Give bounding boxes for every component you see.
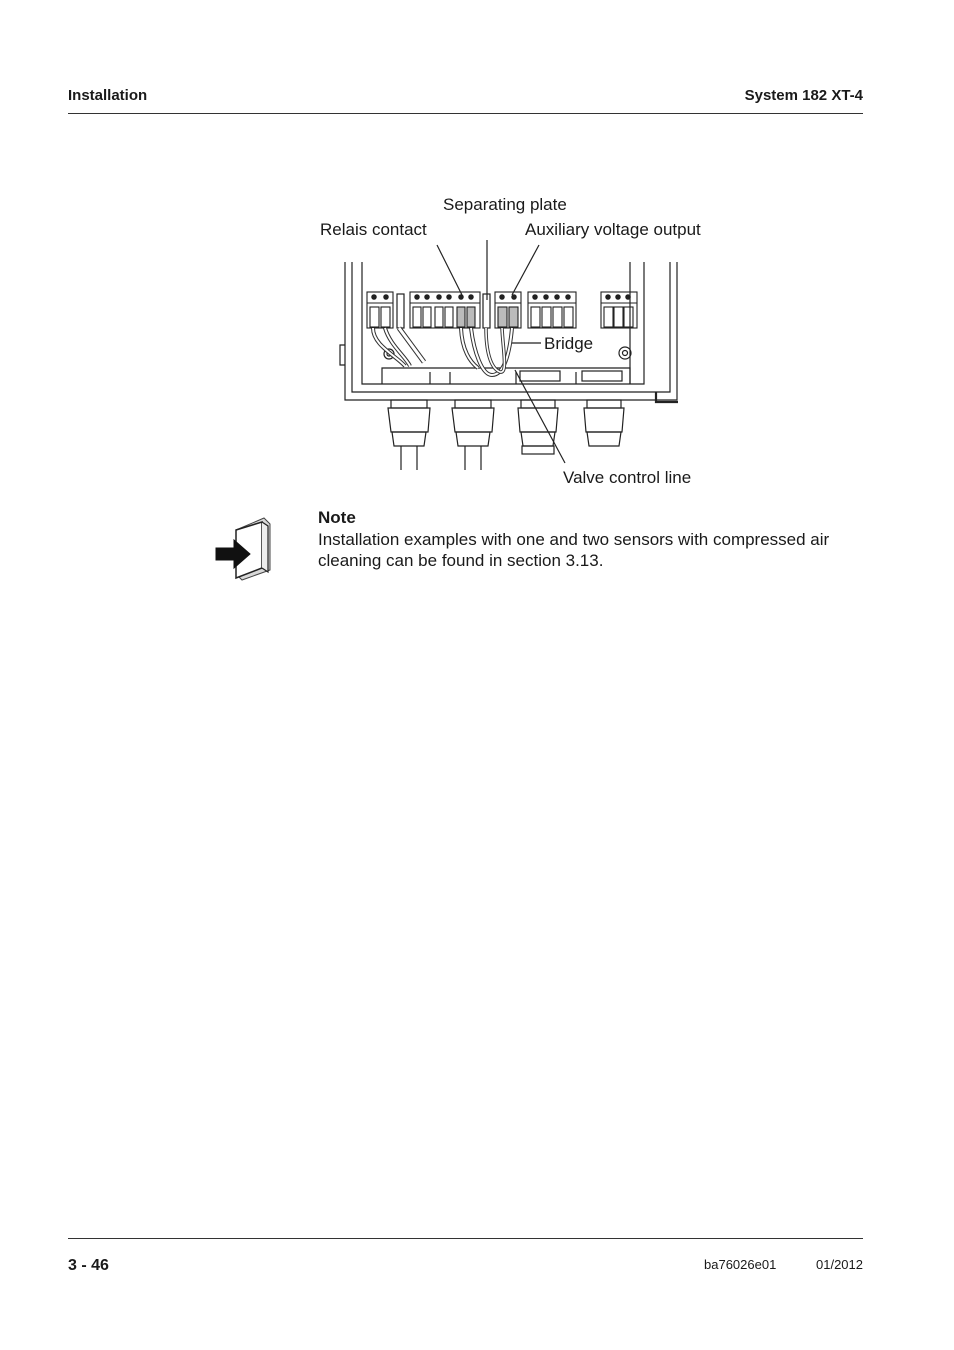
footer-rule (68, 1238, 863, 1239)
label-auxiliary-voltage-output: Auxiliary voltage output (525, 220, 701, 239)
document-id: ba76026e01 (704, 1257, 777, 1272)
terminal-block-5 (601, 292, 637, 328)
page-number: 3 - 46 (68, 1257, 109, 1274)
header-rule (68, 113, 863, 114)
note-book-arrow-icon (214, 516, 274, 582)
cable-gland-3 (518, 400, 558, 454)
document-date: 01/2012 (816, 1257, 863, 1272)
label-valve-control-line: Valve control line (563, 468, 692, 487)
terminal-box-drawing (330, 240, 690, 475)
terminal-block-4 (528, 292, 576, 328)
cable-gland-2 (452, 400, 494, 470)
cable-gland-1 (388, 400, 430, 470)
separating-plate-left (397, 294, 404, 328)
header-product: System 182 XT-4 (744, 87, 863, 104)
terminal-block-1 (367, 292, 393, 328)
note-body: Installation examples with one and two sensors with compressed air cleaning can be found in section 3.13. (318, 530, 830, 570)
header-section: Installation (68, 87, 148, 104)
terminal-block-3 (495, 292, 521, 328)
label-separating-plate: Separating plate (443, 195, 567, 214)
cable-gland-4 (584, 400, 624, 446)
label-bridge: Bridge (544, 334, 594, 353)
label-relais-contact: Relais contact (320, 220, 427, 239)
note-title: Note (318, 508, 356, 527)
terminal-block-2 (410, 292, 480, 328)
